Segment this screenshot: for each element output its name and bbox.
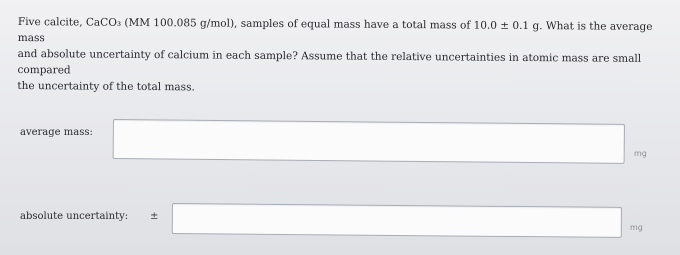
absolute-uncertainty-input[interactable] xyxy=(172,203,622,238)
absolute-uncertainty-label: absolute uncertainty: xyxy=(20,211,129,222)
average-mass-label: average mass: xyxy=(20,127,93,138)
average-mass-unit: mg xyxy=(634,149,647,158)
question-line-1: Five calcite, CaCO₃ (MM 100.085 g/mol), samples of equal mass have a total mass of 10.0 ± 0.1 g. What is the average mass xyxy=(17,15,653,45)
question-line-3: the uncertainty of the total mass. xyxy=(17,79,195,94)
question-line-2: and absolute uncertainty of calcium in each sample? Assume that the relative uncertainties in atomic mass are small compared xyxy=(17,47,642,77)
question-text xyxy=(17,14,658,99)
absolute-uncertainty-unit: mg xyxy=(630,223,643,232)
average-mass-input[interactable] xyxy=(113,119,625,164)
plus-minus-sign: ± xyxy=(150,211,159,222)
